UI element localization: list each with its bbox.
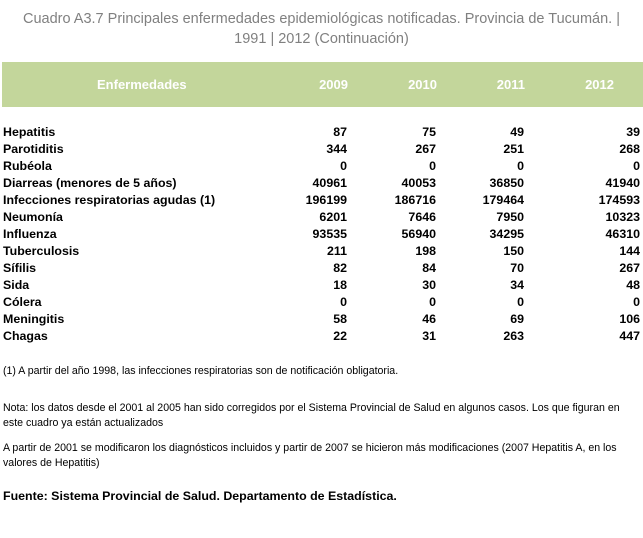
value-2012: 0: [633, 159, 640, 173]
disease-name: Cólera: [3, 295, 42, 309]
value-2009: 196199: [305, 193, 347, 207]
value-2009: 6201: [319, 210, 347, 224]
table-row: [3, 243, 643, 260]
value-2010: 186716: [394, 193, 436, 207]
value-2011: 36850: [489, 176, 524, 190]
value-2010: 75: [422, 125, 436, 139]
value-2009: 87: [333, 125, 347, 139]
value-2011: 7950: [496, 210, 524, 224]
value-2011: 179464: [482, 193, 524, 207]
value-2009: 344: [326, 142, 347, 156]
value-2012: 0: [633, 295, 640, 309]
value-2009: 211: [327, 244, 347, 258]
value-2012: 268: [619, 142, 640, 156]
value-2011: 34295: [489, 227, 524, 241]
value-2010: 56940: [401, 227, 436, 241]
table-row: [3, 209, 643, 226]
table-row: [3, 158, 643, 175]
value-2010: 30: [422, 278, 436, 292]
value-2009: 82: [333, 261, 347, 275]
note-corrections: Nota: los datos desde el 2001 al 2005 han sido corregidos por el Sistema Provincial de Salud en algunos casos. Los que figuran en este cuadro ya están actualizados: [3, 402, 620, 429]
value-2011: 251: [503, 142, 524, 156]
value-2009: 58: [333, 312, 347, 326]
disease-name: Influenza: [3, 227, 57, 241]
disease-name: Infecciones respiratorias agudas (1): [3, 193, 216, 207]
value-2009: 18: [333, 278, 347, 292]
disease-name: Hepatitis: [3, 125, 56, 139]
value-2009: 0: [340, 159, 347, 173]
table-row: [3, 294, 643, 311]
value-2012: 48: [626, 278, 640, 292]
value-2010: 7646: [408, 210, 436, 224]
value-2011: 0: [517, 159, 524, 173]
table-row: [3, 328, 643, 345]
disease-name: Rubéola: [3, 159, 52, 173]
value-2010: 40053: [401, 176, 436, 190]
source-citation: Fuente: Sistema Provincial de Salud. Departamento de Estadística.: [3, 489, 397, 503]
value-2011: 0: [517, 295, 524, 309]
disease-name: Tuberculosis: [3, 244, 80, 258]
value-2012: 267: [619, 261, 640, 275]
value-2012: 144: [619, 244, 640, 258]
value-2010: 0: [429, 295, 436, 309]
value-2011: 34: [510, 278, 524, 292]
value-2009: 93535: [312, 227, 347, 241]
value-2010: 84: [422, 261, 436, 275]
value-2009: 22: [333, 329, 347, 343]
header-enfermedades: Enfermedades: [97, 77, 187, 92]
value-2010: 31: [422, 329, 436, 343]
disease-name: Diarreas (menores de 5 años): [3, 176, 177, 190]
value-2012: 174593: [598, 193, 640, 207]
table-row: [3, 124, 643, 141]
value-2010: 0: [429, 159, 436, 173]
disease-name: Chagas: [3, 329, 48, 343]
disease-name: Sida: [3, 278, 30, 292]
value-2010: 267: [415, 142, 436, 156]
value-2012: 106: [619, 312, 640, 326]
disease-name: Parotiditis: [3, 142, 64, 156]
table-header: [2, 62, 643, 107]
value-2010: 46: [422, 312, 436, 326]
footnote-respiratory: (1) A partir del año 1998, las infecciones respiratorias son de notificación obligatoria.: [3, 365, 399, 377]
table-row: [3, 175, 643, 192]
table-row: [3, 260, 643, 277]
value-2009: 40961: [312, 176, 347, 190]
page-title: [0, 9, 643, 49]
disease-name: Sífilis: [3, 261, 37, 275]
value-2011: 70: [510, 261, 524, 275]
value-2011: 150: [503, 244, 524, 258]
table-row: [3, 311, 643, 328]
value-2012: 46310: [605, 227, 640, 241]
value-2012: 447: [619, 329, 640, 343]
header-year-2011: 2011: [496, 77, 525, 92]
note-diagnostics: A partir de 2001 se modificaron los diagnósticos incluidos y partir de 2007 se hicieron más modificaciones (2007 Hepatitis A, en los valores de Hepatitis): [3, 442, 617, 469]
table-row: [3, 226, 643, 243]
value-2009: 0: [340, 295, 347, 309]
value-2012: 10323: [605, 210, 640, 224]
value-2011: 69: [510, 312, 524, 326]
value-2012: 41940: [605, 176, 640, 190]
disease-name: Neumonía: [3, 210, 63, 224]
table-row: [3, 192, 643, 209]
header-year-2012: 2012: [585, 77, 614, 92]
disease-table: [3, 124, 643, 345]
header-year-2010: 2010: [408, 77, 437, 92]
value-2011: 49: [510, 125, 524, 139]
disease-name: Meningitis: [3, 312, 65, 326]
table-row: [3, 141, 643, 158]
header-year-2009: 2009: [319, 77, 348, 92]
value-2012: 39: [626, 125, 640, 139]
title-line-1: Cuadro A3.7 Principales enfermedades epidemiológicas notificadas. Provincia de Tucumán. |: [23, 11, 620, 27]
table-row: [3, 277, 643, 294]
value-2011: 263: [503, 329, 524, 343]
title-line-2: 1991 | 2012 (Continuación): [234, 31, 409, 47]
value-2010: 198: [415, 244, 436, 258]
